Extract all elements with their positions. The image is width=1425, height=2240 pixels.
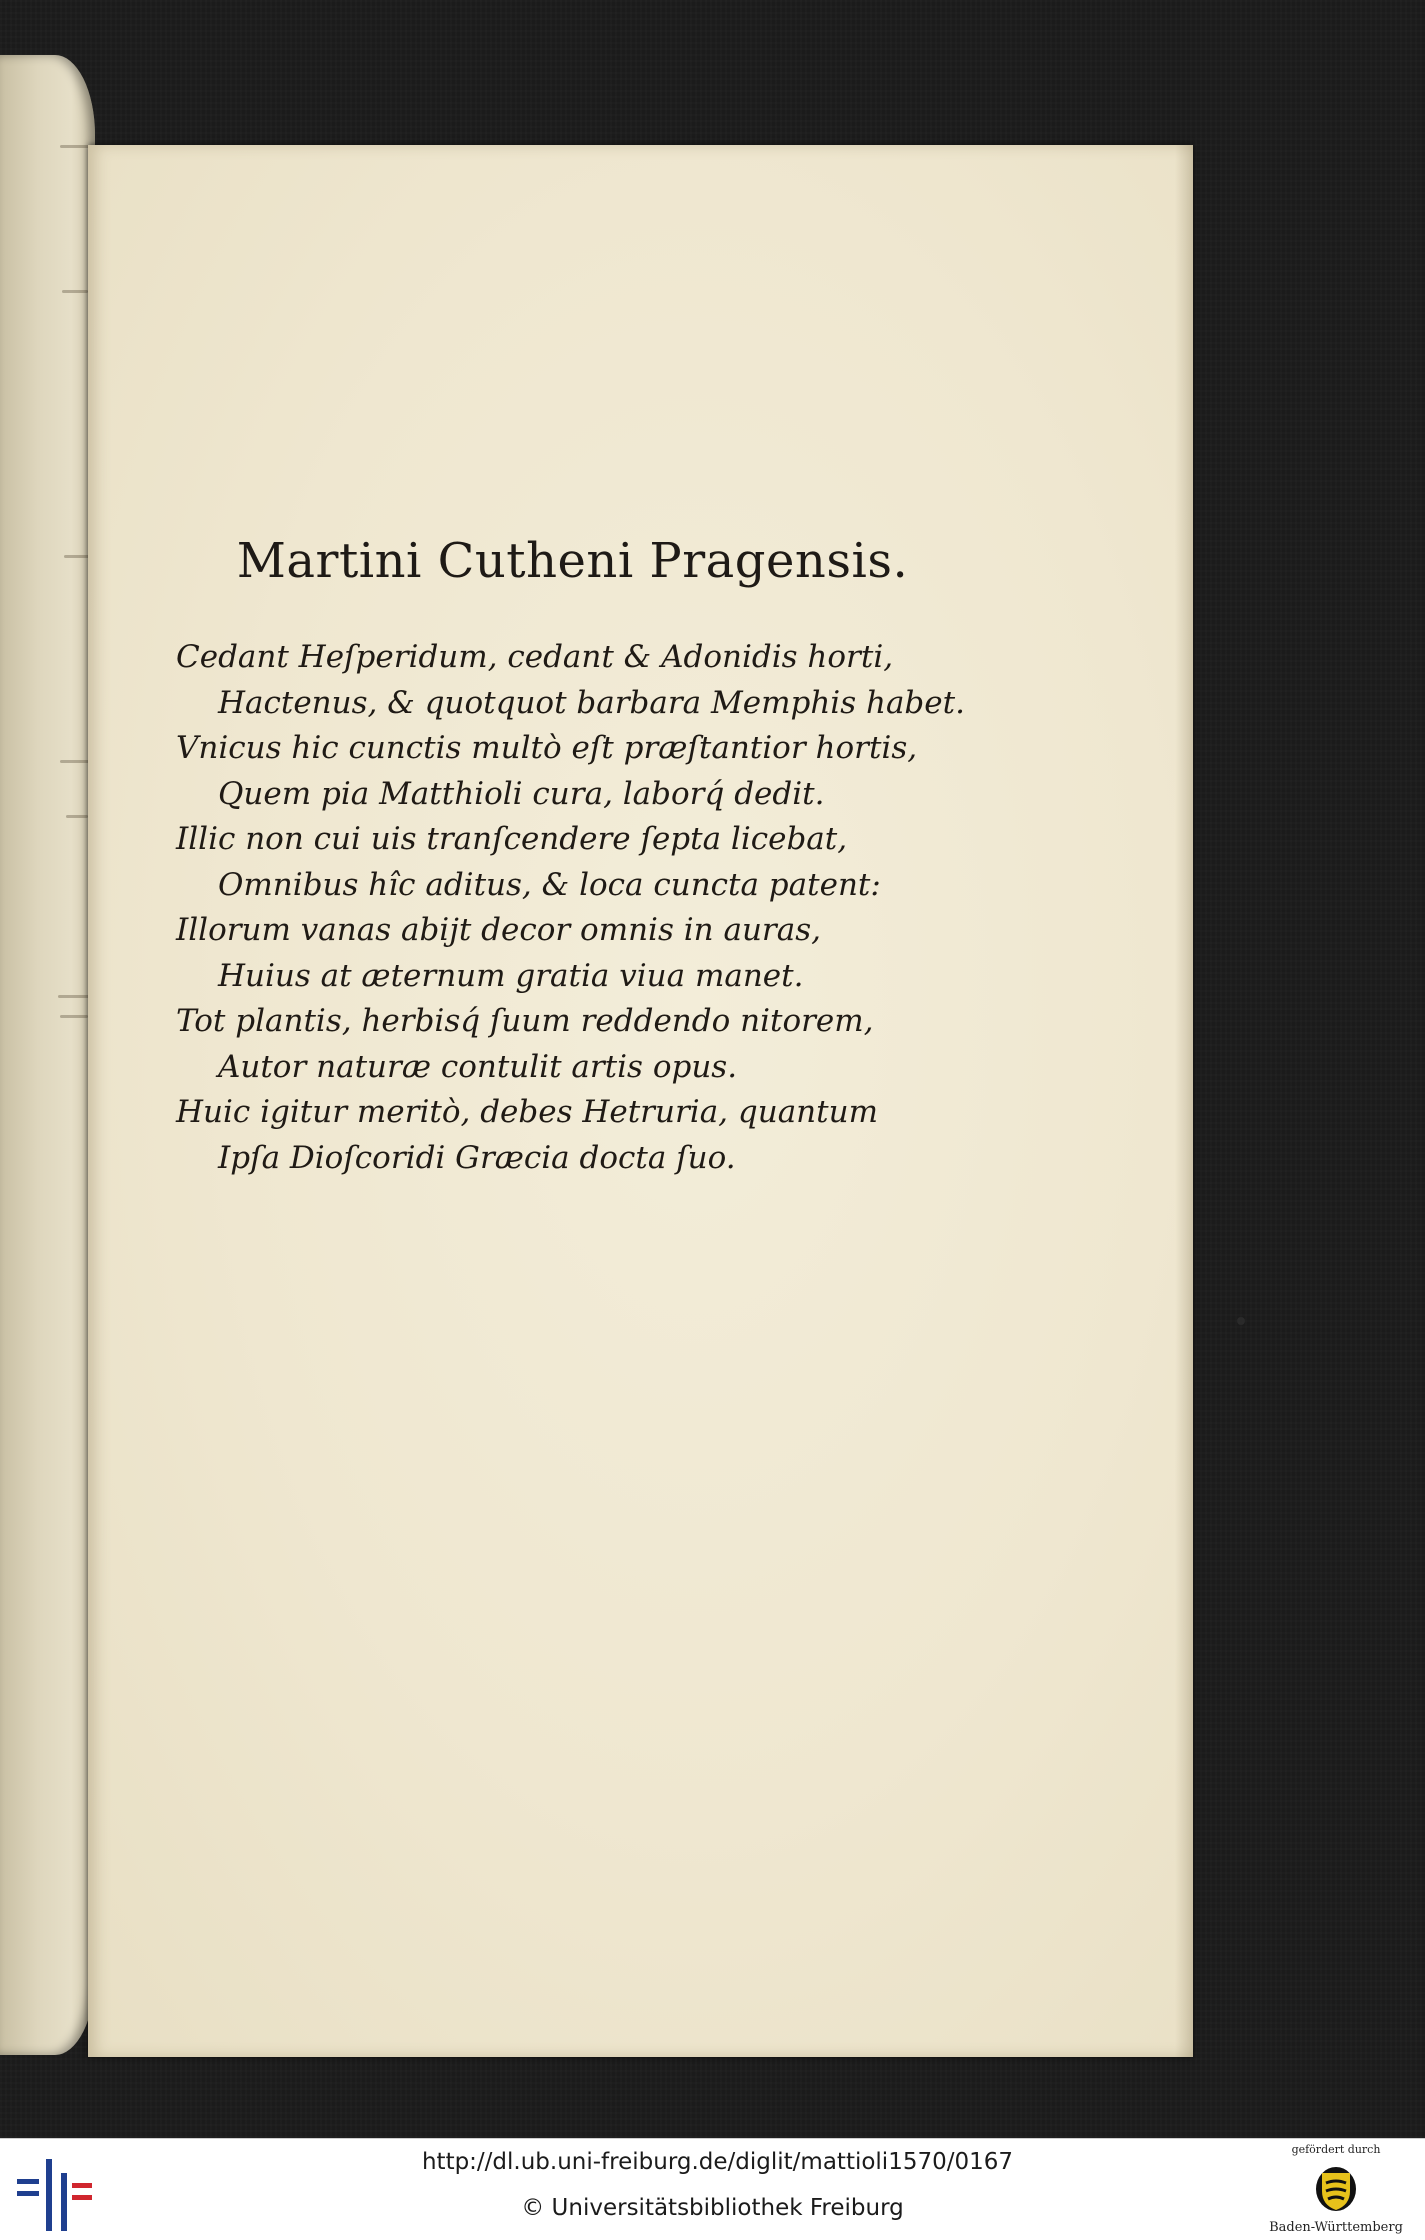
poem-verse: Huic igitur meritò, debes Hetruria, quantum <box>176 1094 878 1130</box>
poem-verse: Tot plantis, herbisq́ ſuum reddendo nitorem, <box>176 1003 874 1039</box>
sponsor-label: gefördert durch <box>1291 2143 1381 2156</box>
page-shade <box>1175 145 1193 2057</box>
permalink-url[interactable]: http://dl.ub.uni-freiburg.de/diglit/mattioli1570/0167 <box>421 2149 1014 2175</box>
footer-bar <box>0 2138 1425 2240</box>
copyright-notice: © Universitätsbibliothek Freiburg <box>521 2195 904 2221</box>
page-title: Martini Cutheni Pragensis. <box>236 533 909 589</box>
poem-verse: Hactenus, & quotquot barbara Memphis habet. <box>218 684 965 721</box>
poem-verse: Illic non cui uis tranſcendere ſepta licebat, <box>176 821 848 857</box>
poem-verse: Ipſa Dioſcoridi Græcia docta ſuo. <box>218 1139 736 1176</box>
ink-dot <box>1237 1317 1245 1325</box>
poem-verse: Illorum vanas abijt decor omnis in auras, <box>176 912 821 948</box>
poem-verse: Quem pia Matthioli cura, laborq́ dedit. <box>218 775 825 812</box>
poem-verse: Cedant Heſperidum, cedant & Adonidis horti, <box>176 639 894 675</box>
baden-wuerttemberg-shield-icon <box>1315 2165 1357 2213</box>
sponsor-name: Baden-Württemberg <box>1269 2220 1403 2235</box>
poem-verse: Autor naturæ contulit artis opus. <box>218 1048 738 1085</box>
bleed-mark <box>62 290 88 293</box>
bleed-mark <box>60 145 90 148</box>
previous-page-edge <box>0 55 95 2055</box>
poem-verse: Huius at æternum gratia viua manet. <box>218 957 804 994</box>
bleed-mark <box>66 815 88 818</box>
sponsor-block <box>1261 2143 1411 2237</box>
bleed-mark <box>58 995 92 998</box>
poem-verse: Omnibus hîc aditus, & loca cuncta patent: <box>218 866 881 903</box>
bleed-mark <box>60 1015 88 1018</box>
poem-verse: Vnicus hic cunctis multò eſt præſtantior hortis, <box>176 730 918 766</box>
poem <box>176 635 1076 1181</box>
bleed-mark <box>60 760 90 763</box>
